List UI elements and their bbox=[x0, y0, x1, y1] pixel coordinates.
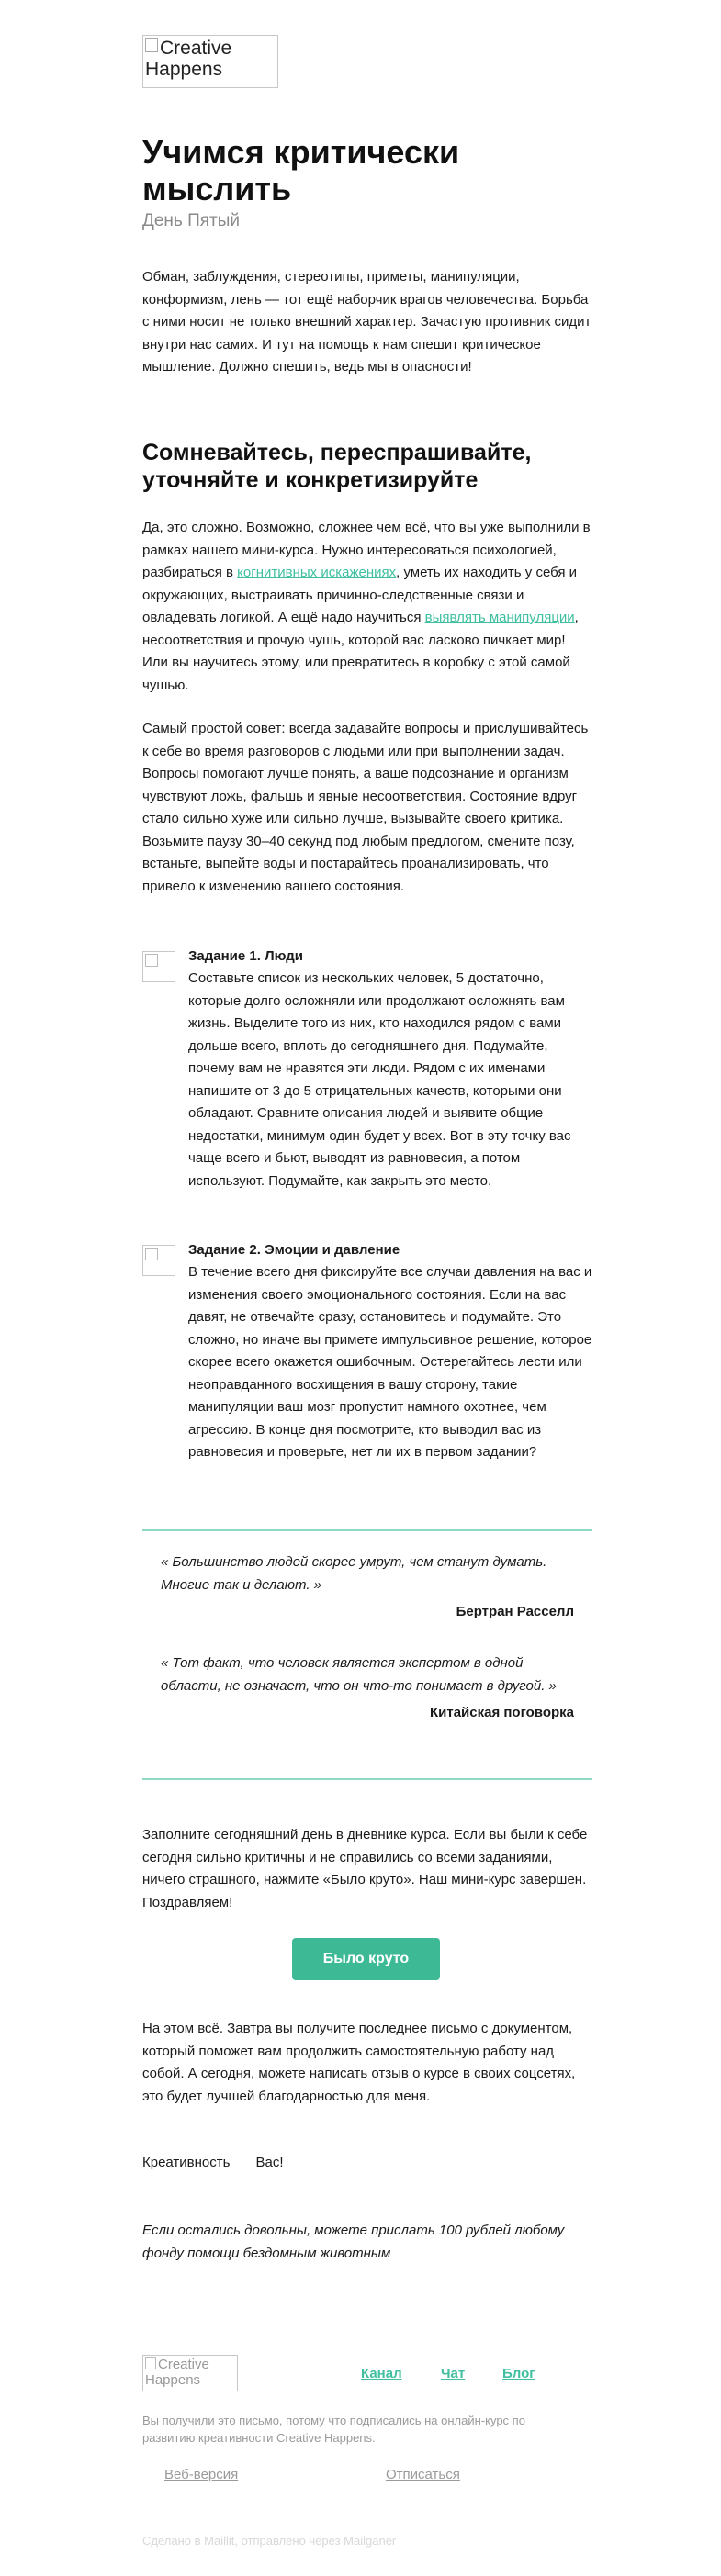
was-cool-button[interactable]: Было круто bbox=[292, 1938, 440, 1980]
diary-block bbox=[142, 1824, 592, 1914]
section-paragraph-1 bbox=[142, 517, 592, 697]
broken-image-icon bbox=[145, 1248, 158, 1260]
ps-text: Если остались довольны, можете прислать 100 рублей любому фонду помощи бездомным животным bbox=[142, 2223, 565, 2261]
quote-1-text: « Большинство людей скорее умрут, чем станут думать. Многие так и делают. » bbox=[161, 1554, 547, 1593]
quote-1-author: Бертран Расселл bbox=[456, 1604, 574, 1619]
logo-image[interactable] bbox=[142, 35, 278, 88]
footer-link-blog[interactable]: Блог bbox=[502, 2366, 535, 2381]
task-1-image bbox=[142, 951, 175, 982]
quote-divider-bottom bbox=[142, 1778, 592, 1780]
quote-1 bbox=[161, 1551, 574, 1619]
footer-link-chat[interactable]: Чат bbox=[441, 2366, 466, 2381]
outro-text: На этом всё. Завтра вы получите последнее письмо с документом, который поможет вам продолжить самостоятельную работу над собой. А сегодня, можете написать отзыв о курсе в своих соцсетях, это будет лучшей благодарностью для меня. bbox=[142, 2021, 576, 2104]
logo-alt-text: Creative Happens bbox=[145, 38, 232, 80]
p2-text: Самый простой совет: всегда задавайте вопросы и прислушивайтесь к себе во время разговоров с людьми или при выполнении задач. Вопросы помогают лучше понять, а ваше подсознание и организм чувствуют ложь, фальшь и явные несоответствия. Состояние вдруг стало сильно хуже или сильно лучше, вызывайте своего критика. Возьмите паузу 30–40 секунд под любым предлогом, смените позу, встаньте, выпейте воды и постарайтесь проанализировать, что привело к изменению вашего состояния. bbox=[142, 721, 589, 894]
footer-logo-alt: Creative Happens bbox=[145, 2357, 209, 2388]
page-subtitle: День Пятый bbox=[142, 211, 241, 230]
p1-text-b: , уметь их находить у себя и окружающих, выстраивать причинно-следственные связи и овладевать логикой. А ещё надо научиться bbox=[142, 565, 578, 625]
ps-block bbox=[142, 2220, 592, 2265]
quote-2-author: Китайская поговорка bbox=[429, 1705, 574, 1720]
section-heading-block bbox=[142, 439, 592, 494]
p1-text-a: Да, это сложно. Возможно, сложнее чем всё, что вы уже выполнили в рамках нашего мини-курса. Нужно интересоваться психологией, разбираться в bbox=[142, 520, 591, 580]
task-2-image bbox=[142, 1245, 175, 1276]
signature bbox=[142, 2152, 592, 2175]
section-heading: Сомневайтесь, переспрашивайте, уточняйте и конкретизируйте bbox=[142, 440, 532, 493]
web-version-link[interactable]: Веб-версия bbox=[164, 2467, 239, 2482]
page-title: Учимся критически мыслить bbox=[142, 133, 460, 207]
made-with-text: Сделано в Maillit, отправлено через Mailganer bbox=[142, 2534, 397, 2548]
outro-block bbox=[142, 2018, 592, 2108]
quote-divider-top bbox=[142, 1529, 592, 1531]
task-1-text: Составьте список из нескольких человек, 5 достаточно, которые долго осложняли или продолжают осложнять вам жизнь. Выделите того из них, кто находился рядом с вами дольше всего, вплоть до сегодняшнего дня. Подумайте, почему вам не нравятся эти люди. Рядом с их именами напишите от 3 до 5 отрицательных качеств, которыми они обладают. Сравните описания людей и выявите общие недостатки, минимум один будет у всех. Вот в эту точку вас чаще всего и бьют, выводят из равновесия, а потом используют. Подумайте, как закрыть это место. bbox=[188, 970, 571, 1189]
detect-manipulation-link[interactable]: выявлять манипуляции bbox=[424, 610, 575, 625]
broken-image-icon bbox=[145, 954, 158, 967]
footer-notice: Вы получили это письмо, потому что подписались на онлайн-курс по развитию креативности Creative Happens. bbox=[142, 2414, 525, 2445]
task-2-text: В течение всего дня фиксируйте все случаи давления на вас и изменения своего эмоционального состояния. Если на вас давят, не отвечайте сразу, остановитесь и подумайте. Это сложно, но иначе вы примете импульсивное решение, которое скорее всего окажется ошибочным. Остерегайтесь лести или неоправданного восхищения в вашу сторону, такие манипуляции ваш мозг пропустит намного охотнее, чем агрессию. В конце дня посмотрите, кто выводил вас из равновесия и проверьте, нет ли их в первом задании? bbox=[188, 1264, 592, 1460]
quote-2 bbox=[161, 1652, 574, 1720]
cognitive-biases-link[interactable]: когнитивных искажениях bbox=[237, 565, 397, 580]
broken-image-icon bbox=[145, 2357, 156, 2369]
unsubscribe-link[interactable]: Отписаться bbox=[386, 2467, 460, 2482]
task-2-title: Задание 2. Эмоции и давление bbox=[188, 1242, 400, 1258]
intro-block bbox=[142, 266, 592, 379]
signature-left: Креативность bbox=[142, 2155, 231, 2170]
footer-logo[interactable] bbox=[142, 2355, 238, 2391]
intro-text: Обман, заблуждения, стереотипы, приметы, манипуляции, конформизм, лень — тот ещё наборчик врагов человечества. Борьба с ними носит не только внешний характер. Зачастую противник сидит внутри нас самих. И тут на помощь к нам спешит критическое мышление. Должно спешить, ведь мы в опасности! bbox=[142, 269, 591, 375]
section-paragraph-2 bbox=[142, 718, 592, 898]
quote-2-text: « Тот факт, что человек является экспертом в одной области, не означает, что он что-то понимает в другой. » bbox=[161, 1655, 557, 1694]
header bbox=[142, 134, 592, 231]
broken-image-icon bbox=[145, 38, 158, 52]
footer-link-channel[interactable]: Канал bbox=[361, 2366, 402, 2381]
diary-text: Заполните сегодняшний день в дневнике курса. Если вы были к себе сегодня сильно критичны и не справились со всеми заданиями, ничего страшного, нажмите «Было круто». Наш мини-курс завершен. Поздравляем! bbox=[142, 1827, 588, 1910]
signature-right: Вас! bbox=[255, 2155, 284, 2170]
p1-text-c: , несоответствия и прочую чушь, которой вас ласково пичкает мир! Или вы научитесь этому, или превратитесь в коробку с этой самой чушью. bbox=[142, 610, 579, 693]
task-1-title: Задание 1. Люди bbox=[188, 948, 303, 964]
